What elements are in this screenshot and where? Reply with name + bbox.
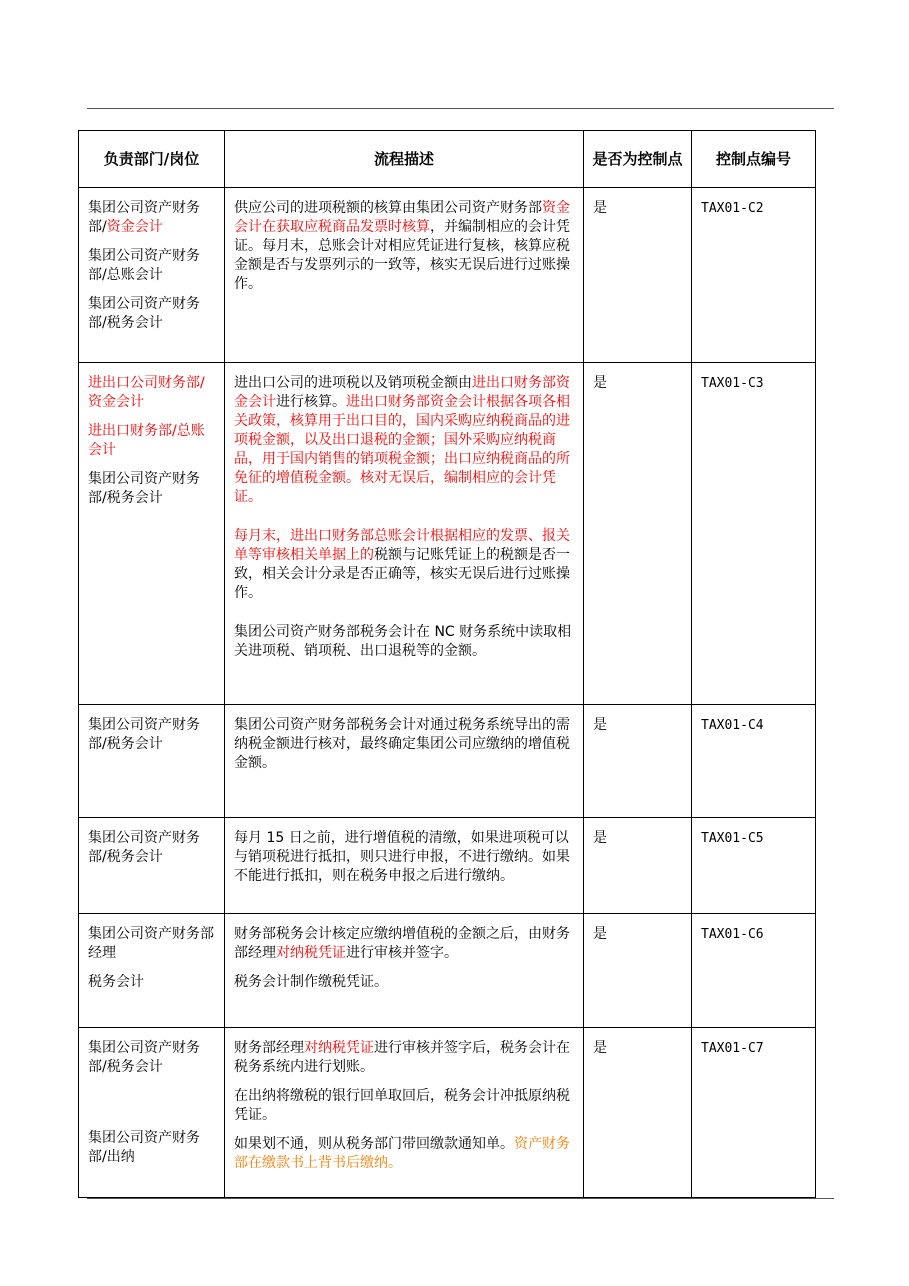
desc-text: 进出口财务部资金会计根据各项各相关政策，核算用于出口目的，国内采购应纳税商品的进项税金额，以及出口退税的金额；国外采购应纳税商品，用于国内销售的销项税金额；出口应纳税商品的所免征的增值税金额。核对无误后，编制相应的会计凭证。 [234, 394, 570, 505]
is-control-cell: 是 [584, 363, 692, 705]
control-code-cell: TAX01-C4 [692, 705, 816, 818]
dept-text: 资金会计 [106, 219, 163, 235]
dept-text: 集团公司资产财务部/税务会计 [88, 1040, 200, 1075]
dept-paragraph [88, 295, 215, 333]
table-row [79, 1028, 816, 1198]
desc-text: 如果划不通，则从税务部门带回缴款通知单。 [234, 1136, 514, 1152]
is-control-cell: 是 [584, 818, 692, 914]
is-control-cell: 是 [584, 188, 692, 363]
desc-text: 财务部经理 [234, 1040, 304, 1056]
desc-text: 供应公司的进项税额的核算由集团公司资产财务部 [234, 200, 542, 216]
desc-paragraph [234, 716, 574, 773]
desc-paragraph [234, 1039, 574, 1077]
desc-paragraph [234, 623, 574, 661]
dept-cell [79, 188, 225, 363]
desc-cell [225, 188, 584, 363]
dept-paragraph [88, 829, 215, 867]
dept-paragraph [88, 1039, 215, 1077]
table-row [79, 818, 816, 914]
desc-paragraph [234, 374, 574, 507]
desc-text: 资产财务部在缴款书上背书后缴纳。 [234, 1136, 570, 1171]
dept-text: 集团公司资产财务部/税务会计 [88, 717, 200, 752]
table-row [79, 914, 816, 1028]
header-desc: 流程描述 [225, 131, 584, 188]
desc-text: 财务部税务会计核定应缴纳增值税的金额之后，由财务部经理 [234, 926, 570, 961]
dept-text: 集团公司资产财务部/税务会计 [88, 471, 200, 506]
desc-paragraph [234, 199, 574, 294]
desc-paragraph [234, 925, 574, 963]
dept-text: 集团公司资产财务部经理 [88, 926, 214, 961]
dept-text: 集团公司资产财务部/税务会计 [88, 296, 200, 331]
control-code-cell: TAX01-C5 [692, 818, 816, 914]
desc-text: 税务会计制作缴税凭证。 [234, 974, 388, 990]
desc-cell [225, 705, 584, 818]
control-code-cell: TAX01-C6 [692, 914, 816, 1028]
desc-text: 资金会计在获取应税商品发票时核算 [234, 200, 570, 235]
control-code-cell: TAX01-C2 [692, 188, 816, 363]
dept-paragraph [88, 199, 215, 237]
dept-cell [79, 363, 225, 705]
header-is-control: 是否为控制点 [584, 131, 692, 188]
dept-paragraph [88, 422, 215, 460]
desc-text: 集团公司资产财务部税务会计对通过税务系统导出的需纳税金额进行核对，最终确定集团公司应缴纳的增值税金额。 [234, 717, 570, 771]
desc-paragraph [234, 527, 574, 603]
control-code-cell: TAX01-C3 [692, 363, 816, 705]
dept-paragraph [88, 1129, 215, 1167]
desc-text: 进出口财务部资金会计 [234, 375, 570, 410]
desc-paragraph [234, 973, 574, 992]
desc-cell [225, 818, 584, 914]
desc-text: 进行审核并签字后，税务会计在税务系统内进行划账。 [234, 1040, 570, 1075]
desc-cell [225, 363, 584, 705]
dept-paragraph [88, 925, 215, 963]
table-row [79, 705, 816, 818]
desc-text: ，并编制相应的会计凭证。每月末，总账会计对相应凭证进行复核，核算应税金额是否与发票列示的一致等，核实无误后进行过账操作。 [234, 219, 570, 292]
dept-paragraph [88, 973, 215, 992]
header-dept: 负责部门/岗位 [79, 131, 225, 188]
desc-paragraph [234, 829, 574, 886]
header-code: 控制点编号 [692, 131, 816, 188]
footer-rule [87, 1198, 834, 1199]
control-code-cell: TAX01-C7 [692, 1028, 816, 1198]
desc-cell [225, 914, 584, 1028]
is-control-cell: 是 [584, 914, 692, 1028]
dept-paragraph [88, 374, 215, 412]
dept-paragraph [88, 716, 215, 754]
dept-text: 集团公司资产财务部/出纳 [88, 1130, 200, 1165]
desc-text: 在出纳将缴税的银行回单取回后，税务会计冲抵原纳税凭证。 [234, 1088, 570, 1123]
desc-text: 进出口公司的进项税以及销项税金额由 [234, 375, 472, 391]
is-control-cell: 是 [584, 1028, 692, 1198]
desc-text: 对纳税凭证 [276, 945, 346, 961]
desc-text: 集团公司资产财务部税务会计在 NC 财务系统中读取相关进项税、销项税、出口退税等的金额。 [234, 624, 572, 659]
control-table [78, 130, 816, 1198]
dept-text: 进出口财务部/总账会计 [88, 423, 205, 458]
desc-paragraph [234, 1135, 574, 1173]
desc-text: 进行审核并签字。 [346, 945, 458, 961]
dept-cell [79, 818, 225, 914]
table-header-row [79, 131, 816, 188]
desc-text: 税额与记账凭证上的税额是否一致，相关会计分录是否正确等，核实无误后进行过账操作。 [234, 547, 570, 601]
dept-cell [79, 914, 225, 1028]
dept-text: 集团公司资产财务部/总账会计 [88, 248, 200, 283]
dept-cell [79, 705, 225, 818]
dept-paragraph [88, 470, 215, 508]
dept-text: 进出口公司财务部/资金会计 [88, 375, 205, 410]
dept-text: 集团公司资产财务部/ [88, 200, 200, 235]
dept-paragraph [88, 247, 215, 285]
desc-text: 对纳税凭证 [304, 1040, 374, 1056]
table-row [79, 363, 816, 705]
desc-paragraph [234, 1087, 574, 1125]
desc-text: 进行核算。 [276, 394, 346, 410]
header-rule [87, 108, 834, 109]
dept-cell [79, 1028, 225, 1198]
desc-text: 每月末，进出口财务部总账会计根据相应的发票、报关单等审核相关单据上的 [234, 528, 570, 563]
dept-text: 税务会计 [88, 974, 144, 990]
table-row [79, 188, 816, 363]
desc-text: 每月 15 日之前，进行增值税的清缴，如果进项税可以与销项税进行抵扣，则只进行申报，不进行缴纳。如果不能进行抵扣，则在税务申报之后进行缴纳。 [234, 830, 570, 884]
desc-cell [225, 1028, 584, 1198]
is-control-cell: 是 [584, 705, 692, 818]
dept-text: 集团公司资产财务部/税务会计 [88, 830, 200, 865]
